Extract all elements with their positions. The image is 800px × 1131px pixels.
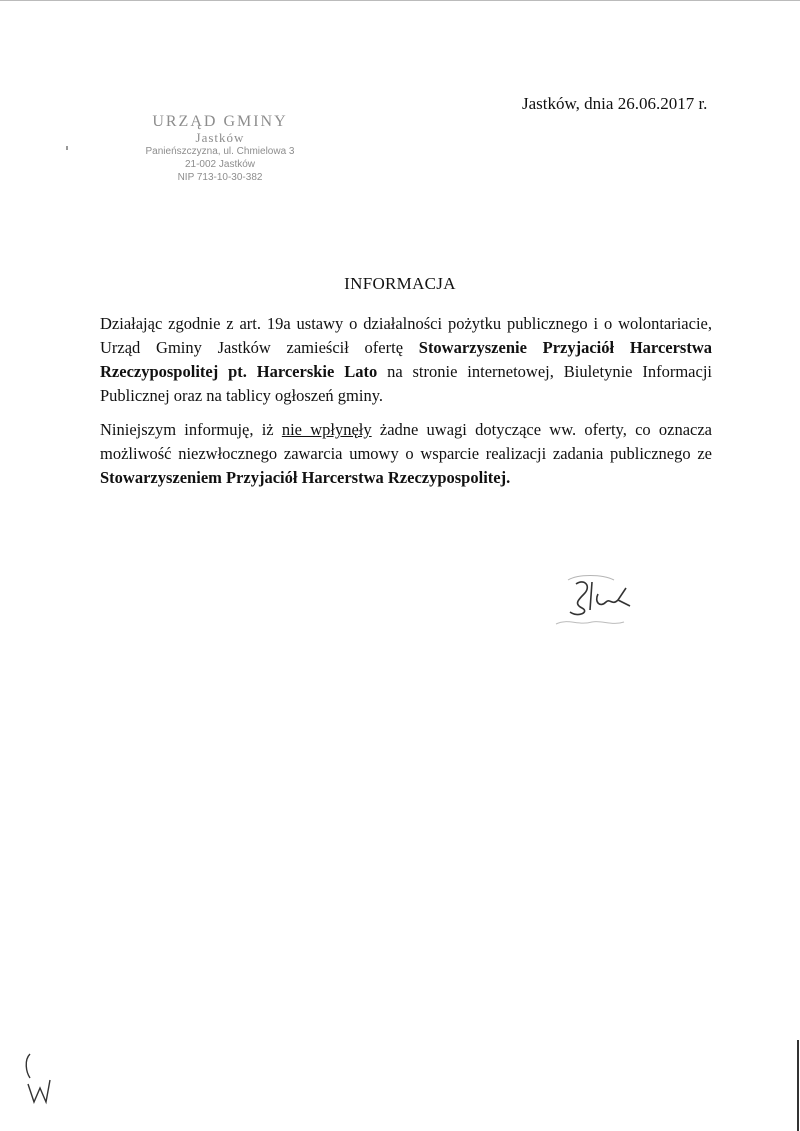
paragraph-2-text-b: żadne uwagi dotyczące ww. oferty, co oznacza możliwość niezwłocznego zawarcia umowy o wsparcie realizacji zadania publicznego ze [100, 420, 712, 463]
paragraph-1-bold: Stowarzyszenie Przyjaciół Harcerstwa Rzeczypospolitej pt. Harcerskie Lato [100, 338, 712, 381]
office-stamp [125, 113, 315, 184]
document-heading: INFORMACJA [344, 274, 456, 293]
signature [548, 572, 638, 632]
paragraph-2 [100, 418, 712, 490]
paragraph-2-bold: Stowarzyszeniem Przyjaciół Harcerstwa Rzeczypospolitej. [100, 468, 511, 487]
paragraph-2-underlined: nie wpłynęły [281, 420, 372, 439]
stamp-nip: NIP 713-10-30-382 [177, 172, 263, 183]
stamp-title: URZĄD GMINY [152, 113, 288, 130]
paragraph-1-text-b: na stronie internetowej, Biuletynie Informacji Publicznej oraz na tablicy ogłoszeń gminy. [100, 362, 712, 405]
paragraph-1 [100, 312, 712, 408]
stamp-postal: 21-002 Jastków [184, 159, 256, 170]
handwritten-initials [18, 1050, 58, 1110]
top-border [0, 0, 800, 1]
scan-mark [66, 146, 68, 150]
scan-edge [797, 1040, 799, 1131]
paragraph-1-text-a: Działając zgodnie z art. 19a ustawy o działalności pożytku publicznego i o wolontariacie, Urząd Gminy Jastków zamieścił ofertę [100, 314, 712, 357]
paragraph-2-text-a: Niniejszym informuję, iż [100, 420, 282, 439]
stamp-city: Jastków [195, 130, 245, 145]
document-date: Jastków, dnia 26.06.2017 r. [522, 94, 708, 113]
stamp-address: Panieńszczyzna, ul. Chmielowa 3 [145, 146, 295, 157]
